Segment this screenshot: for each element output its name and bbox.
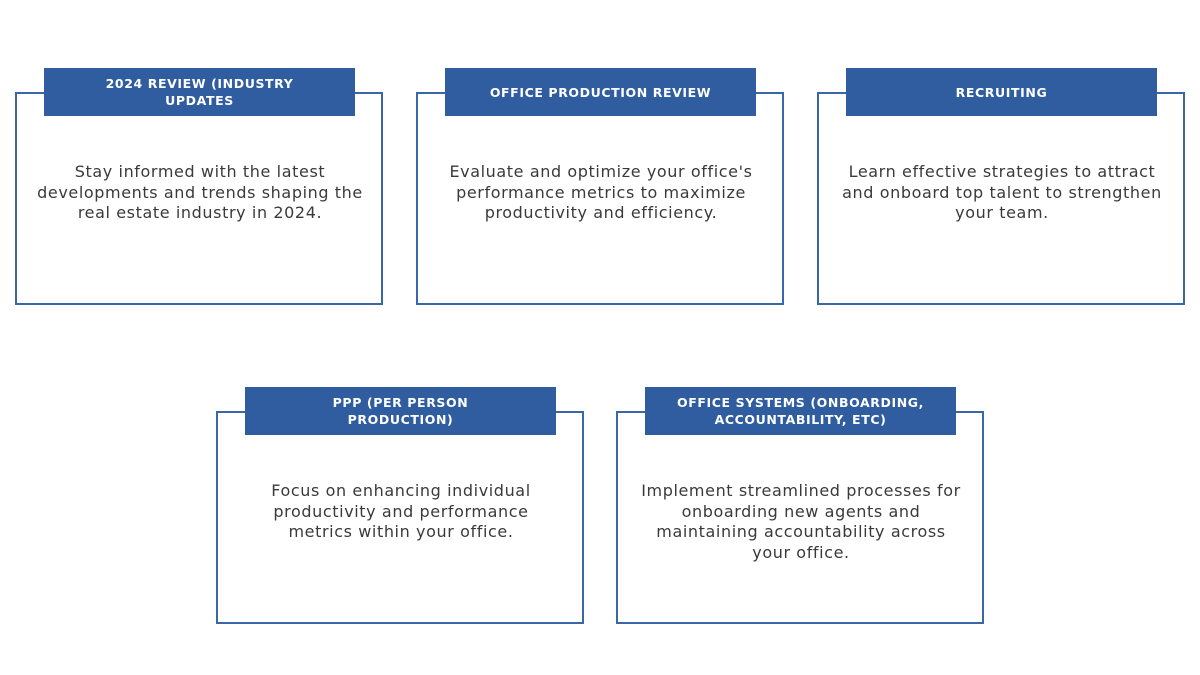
card-title-recruiting: RECRUITING bbox=[846, 68, 1157, 116]
card-description-ppp: Focus on enhancing individual productivity and performance metrics within your office. bbox=[271, 481, 531, 541]
card-description-office-systems: Implement streamlined processes for onboarding new agents and maintaining accountability across your office. bbox=[641, 481, 961, 562]
card-title-office-systems: OFFICE SYSTEMS (ONBOARDING, ACCOUNTABILITY, ETC) bbox=[645, 387, 956, 435]
card-description-office-production-review: Evaluate and optimize your office's performance metrics to maximize productivity and efficiency. bbox=[449, 162, 753, 222]
card-title-office-production-review: OFFICE PRODUCTION REVIEW bbox=[445, 68, 756, 116]
card-description-industry-review: Stay informed with the latest developments and trends shaping the real estate industry in 2024. bbox=[37, 162, 363, 222]
card-title-ppp: PPP (PER PERSON PRODUCTION) bbox=[245, 387, 556, 435]
card-description-recruiting: Learn effective strategies to attract and onboard top talent to strengthen your team. bbox=[842, 162, 1162, 222]
card-title-industry-review: 2024 REVIEW (INDUSTRY UPDATES bbox=[44, 68, 355, 116]
